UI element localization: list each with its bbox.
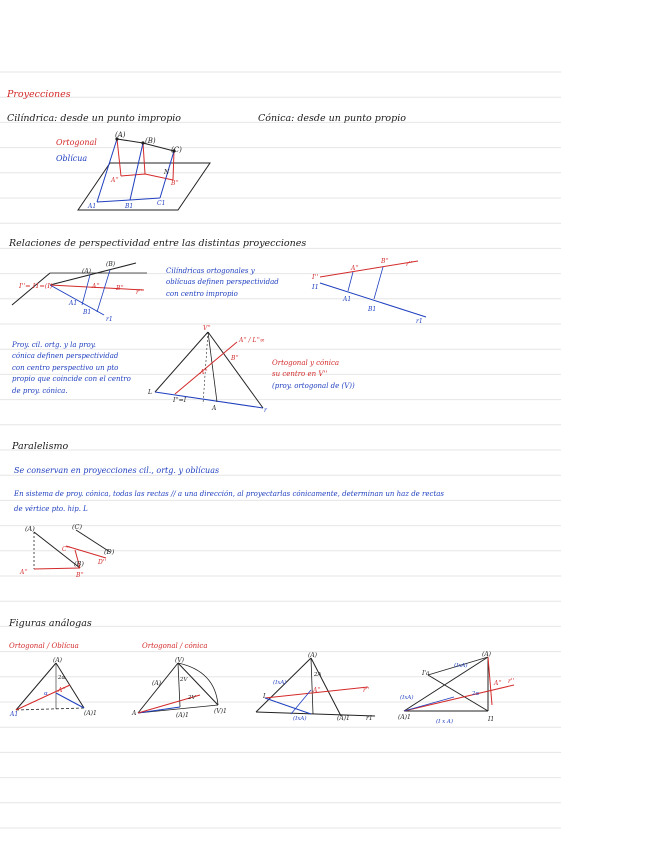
par-D: (D) — [104, 548, 115, 556]
par-Cdd: C'' — [62, 546, 70, 553]
fc-r1: r1 — [366, 715, 373, 722]
rel2-I1: I1 — [312, 283, 319, 291]
paralelismo-line1: Se conservan en proyecciones cil., ortg. y oblícuas — [14, 466, 220, 475]
rel3-r: r — [264, 407, 267, 414]
fig1-B: (B) — [145, 137, 156, 145]
rel1-B1: B1 — [83, 309, 92, 316]
rel2-B1: B1 — [368, 306, 377, 313]
conica-line: Cónica: desde un punto propio — [258, 113, 406, 124]
note-cilindricas — [166, 266, 319, 300]
rel2-r1: r1 — [416, 318, 423, 325]
fa-Add: A'' — [58, 687, 66, 694]
fb-Abot: A — [132, 710, 137, 717]
figuras-sub-ortogonal-oblicua: Ortogonal / Oblícua — [9, 642, 79, 650]
note-line: oblícuas definen perspectividad — [166, 278, 279, 287]
fig1-C1: C1 — [157, 200, 166, 207]
figuras-sub-ortogonal-conica: Ortogonal / cónica — [142, 642, 208, 650]
fd-IxAb: (I x A) — [436, 719, 454, 725]
label-ortogonal: Ortogonal — [56, 138, 97, 147]
figure-cilindrica — [75, 130, 215, 215]
para-line: propio que coincide con el centro — [12, 375, 131, 384]
rel3-Ieq: I''=I — [173, 397, 187, 404]
figure-relaciones-1 — [12, 255, 162, 323]
rel1-B: (B) — [106, 261, 116, 268]
fig1-Bdd: B'' — [171, 180, 179, 187]
fc-rdd: r'' — [363, 687, 370, 694]
note-ortogonal-conica — [272, 358, 402, 392]
figure-analoga-b — [130, 655, 235, 720]
par-Add: A'' — [20, 569, 28, 576]
rel2-A1: A1 — [343, 296, 352, 303]
paralelismo-line3: de vértice pto. hip. L — [14, 505, 88, 513]
rel2-Idd: I'' — [312, 273, 319, 281]
figure-analoga-c — [253, 640, 378, 725]
fc-I: I — [263, 693, 266, 700]
par-A: (A) — [25, 525, 35, 533]
rel1-Add: A'' — [92, 283, 100, 290]
paralelismo-line2: En sistema de proy. cónica, todas las rectas // a una dirección, al proyectarlas cónicamente, determinan un haz de rectas — [14, 490, 445, 498]
fd-ang: 2α — [472, 691, 480, 697]
page-heading: Proyecciones — [7, 89, 71, 100]
fc-ang: 2A — [314, 672, 322, 678]
cilindrica-line: Cilíndrica: desde un punto impropio — [7, 113, 182, 124]
fd-Ia: I'a — [422, 670, 430, 677]
rel3-Linf: A'' / L''∞ — [239, 337, 265, 344]
fd-IxA: (IxA) — [400, 695, 414, 701]
par-Bdd: B'' — [76, 572, 84, 579]
rel3-Bdd: B'' — [231, 355, 239, 362]
fb-V1: (V)1 — [214, 708, 227, 715]
fig1-N: N — [164, 169, 170, 176]
note-line: Cilíndricas ortogonales y — [166, 267, 255, 275]
fb-ang2: 2V — [188, 695, 196, 701]
para-line: cónica definen perspectividad — [12, 352, 119, 361]
fa-ang2: α — [44, 691, 48, 697]
fb-A: (A) — [152, 680, 162, 687]
fb-A1: (A)1 — [176, 712, 189, 719]
rel1-A1: A1 — [69, 300, 78, 307]
note2-line: Ortogonal y cónica — [272, 359, 340, 367]
fa-ang1: 2α — [58, 675, 66, 681]
rel1-Bdd: B'' — [116, 285, 124, 292]
figure-paralelismo — [18, 522, 128, 582]
fig1-C: (C) — [171, 146, 182, 154]
fc-IxA: (IxA) — [273, 680, 287, 686]
fig1-B1: B1 — [125, 203, 134, 210]
section-figuras-title: Figuras análogas — [9, 618, 92, 629]
para-cil-ortg — [12, 340, 142, 397]
fd-Add: A'' — [494, 680, 502, 687]
rel1-rdd: r'' — [136, 289, 143, 296]
rel3-Vdd: V'' — [203, 325, 211, 332]
fc-IxA2: (IxA) — [293, 716, 307, 722]
section-relaciones-title: Relaciones de perspectividad entre las distintas proyecciones — [9, 238, 307, 249]
fd-A: (A) — [482, 651, 492, 658]
rel3-Add: A'' — [200, 369, 208, 376]
fc-A1: (A)1 — [337, 715, 350, 722]
note-line: con centro impropio — [166, 289, 238, 298]
para-line: de proy. cónica. — [12, 386, 68, 395]
figure-analoga-a — [8, 655, 108, 720]
figure-relaciones-2 — [308, 255, 433, 325]
fb-V: (V) — [175, 657, 185, 664]
rel3-A: A — [212, 405, 217, 412]
figure-relaciones-3 — [145, 322, 275, 414]
label-oblicua: Oblícua — [56, 154, 88, 163]
para-line: Proy. cil. ortg. y la proy. — [12, 341, 97, 349]
par-C: (C) — [72, 523, 83, 531]
par-Ddd: D'' — [98, 559, 107, 566]
fig1-Add: A'' — [111, 177, 119, 184]
fd-rdd: r'' — [508, 678, 515, 685]
fig1-A1: A1 — [88, 203, 97, 210]
note2-line: (proy. ortogonal de (V)) — [272, 381, 355, 390]
section-paralelismo-title: Paralelismo — [12, 441, 69, 452]
fa-A1: A1 — [10, 711, 19, 718]
rel2-rdd: r'' — [406, 261, 413, 268]
note2-line: su centro en V'' — [272, 370, 328, 379]
rel1-I: I''= I1=(I) — [19, 282, 53, 290]
fig1-A: (A) — [115, 131, 126, 139]
rel2-Add: A'' — [351, 265, 359, 272]
fd-Iatop: (IxA) — [454, 663, 468, 669]
rel3-L: L — [148, 389, 152, 396]
fa-A: (A) — [53, 657, 63, 664]
rel1-A: (A) — [82, 268, 92, 275]
fd-I1: I1 — [488, 716, 495, 723]
fc-Add: A'' — [313, 687, 321, 694]
fd-A1: (A)1 — [398, 714, 411, 721]
fa-A1b: (A)1 — [84, 710, 97, 717]
para-line: con centro perspectivo un pto — [12, 363, 119, 372]
rel2-Bdd: B'' — [381, 258, 389, 265]
fb-ang1: 2V — [180, 677, 188, 683]
figure-analoga-d — [396, 645, 526, 730]
fc-A: (A) — [308, 652, 318, 659]
rel1-r1: r1 — [106, 316, 113, 323]
par-B: (B) — [74, 560, 84, 568]
